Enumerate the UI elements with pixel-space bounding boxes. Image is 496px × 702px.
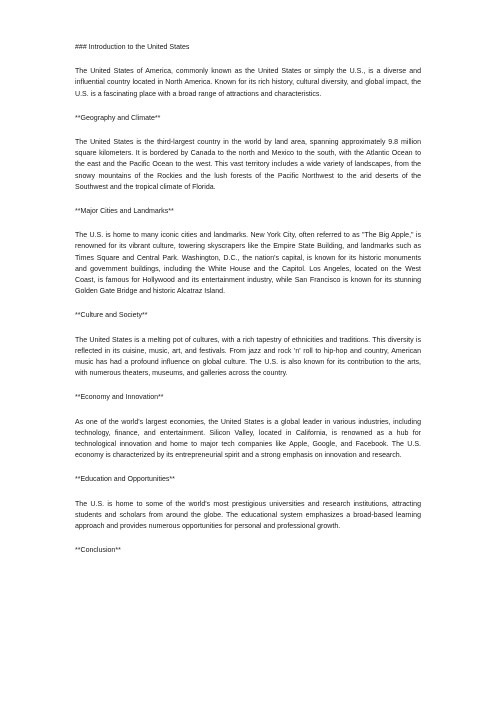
section-body-geography: The United States is the third-largest country in the world by land area, spanning approximately 9.8 million square kilometers. It is bordered by Canada to the north and Mexico to the south, with the Atlantic Ocean to the east and the Pacific Ocean to the west. This vast territory includes a wide variety of landscapes, from the snowy mountains of the Rockies and the lush forests of the Pacific Northwest to the arid deserts of the Southwest and the tropical climate of Florida.	[75, 139, 421, 191]
document-page	[75, 42, 421, 570]
document-title: ### Introduction to the United States	[75, 44, 190, 51]
section-heading-economy: **Economy and Innovation**	[75, 394, 164, 402]
section-body-economy: As one of the world's largest economies, the United States is a global leader in various industries, including technology, finance, and entertainment. Silicon Valley, located in California, is renowned as a hub for technological innovation and home to major tech companies like Apple, Google, and Facebook. The U.S. economy is characterized by its entrepreneurial spirit and a strong emphasis on innovation and research.	[75, 418, 421, 460]
section-body-education: The U.S. is home to some of the world's most prestigious universities and research institutions, attracting students and scholars from around the globe. The educational system emphasizes a broad-based learning approach and provides numerous opportunities for personal and professional growth.	[75, 500, 421, 531]
intro-paragraph: The United States of America, commonly known as the United States or simply the U.S., is a diverse and influential country located in North America. Known for its rich history, cultural diversity, and global impact, the U.S. is a fascinating place with a broad range of attractions and characteristics.	[75, 68, 421, 98]
section-body-cities: The U.S. is home to many iconic cities and landmarks. New York City, often referred to as "The Big Apple," is renowned for its vibrant culture, towering skyscrapers like the Empire State Building, and landmarks such as Times Square and Central Park. Washington, D.C., the nation's capital, is known for its historic monuments and government buildings, including the White House and the Capitol. Los Angeles, located on the West Coast, is famous for Hollywood and its entertainment industry, while San Francisco is known for its stunning Golden Gate Bridge and historic Alcatraz Island.	[75, 232, 421, 296]
section-heading-conclusion: **Conclusion**	[75, 547, 121, 555]
section-heading-education: **Education and Opportunities**	[75, 476, 175, 484]
section-heading-culture: **Culture and Society**	[75, 312, 148, 320]
section-heading-cities: **Major Cities and Landmarks**	[75, 208, 174, 216]
section-body-culture: The United States is a melting pot of cultures, with a rich tapestry of ethnicities and traditions. This diversity is reflected in its cuisine, music, art, and festivals. From jazz and rock 'n' roll to hip-hop and country, American music has had a profound influence on global culture. The U.S. is also known for its contribution to the arts, with numerous theaters, museums, and galleries across the country.	[75, 336, 421, 378]
section-heading-geography: **Geography and Climate**	[75, 114, 161, 122]
